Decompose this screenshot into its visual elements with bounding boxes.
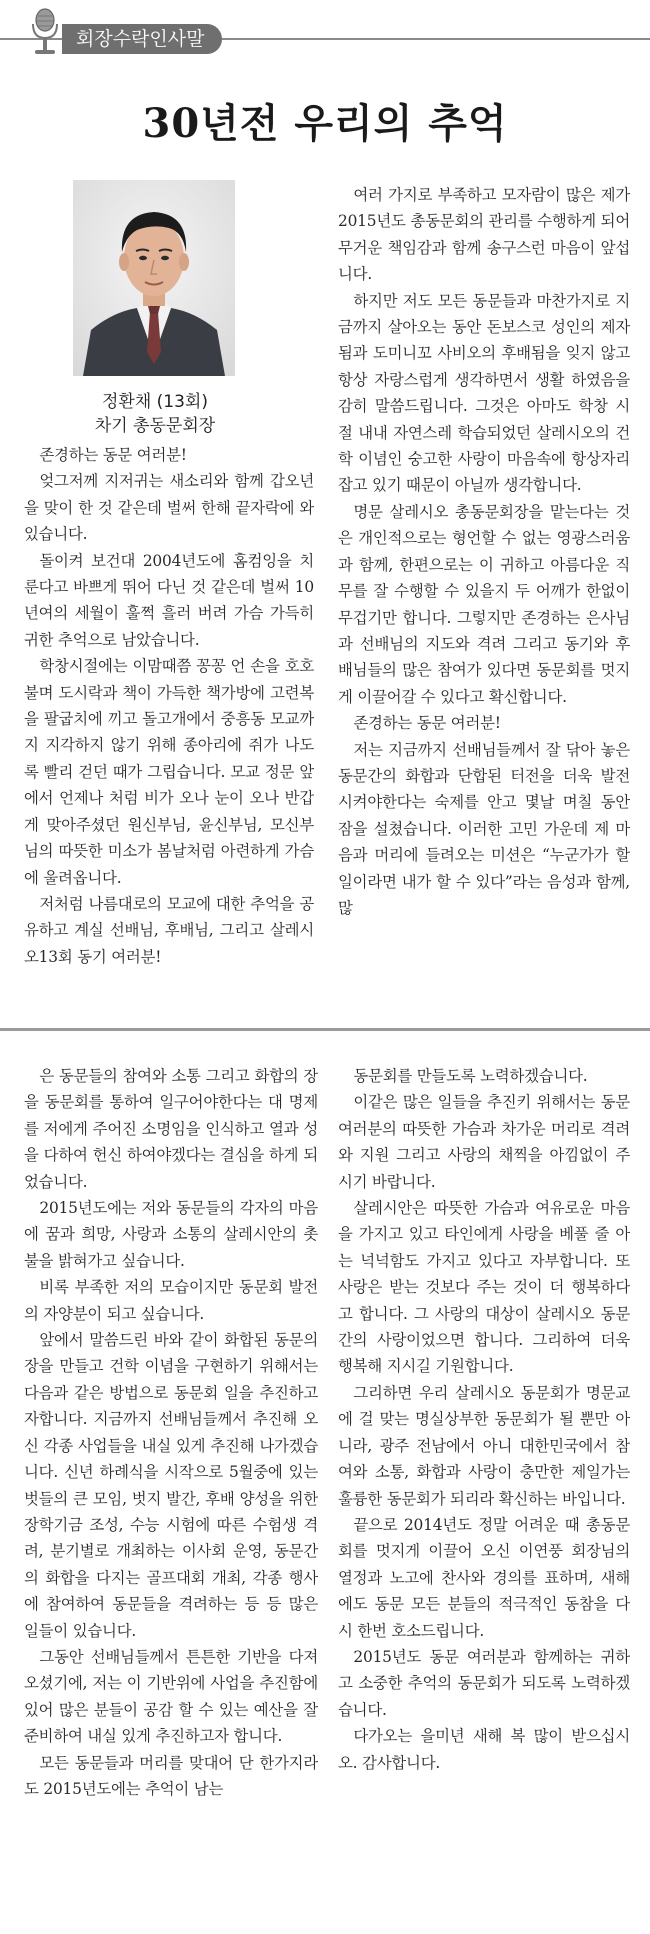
article-column-2: [338, 182, 630, 1022]
paragraph: 이같은 많은 일들을 추진키 위해서는 동문 여러분의 따뜻한 가슴과 차가운 머리로 격려와 지원 그리고 사랑의 채찍을 아낌없이 주시기 바랍니다.: [338, 1093, 630, 1191]
paragraph: 은 동문들의 참여와 소통 그리고 화합의 장을 동문회를 통하여 일구어야한다는 대 명제를 저에게 주어진 소명임을 인식하고 열과 성을 다하여 헌신 하여야겠다는 결심을 하게 되었습니다.: [24, 1067, 318, 1191]
paragraph: 저는 지금까지 선배님들께서 잘 닦아 놓은 동문간의 화합과 단합된 터전을 더욱 발전 시켜야한다는 숙제를 안고 몇날 며칠 동안 잠을 설쳤습니다. 이러한 고민 가운데 제 마음과 머리에 들려오는 미션은 “누군가가 할 일이라면 내가 할 수 있다”라는 음성과 함께, 많: [338, 740, 630, 917]
paragraph: 모든 동문들과 머리를 맞대어 단 한가지라도 2015년도에는 추억이 남는: [24, 1753, 318, 1798]
paragraph: 살레시안은 따뜻한 가슴과 여유로운 마음을 가지고 있고 타인에게 사랑을 베풀 줄 아는 넉넉함도 가지고 있다고 자부합니다. 또 사랑은 받는 것보다 주는 것이 더 행복하다고 합니다. 그 사랑의 대상이 살레시오 동문간의 사랑이었으면 합니다. 그리하여 더욱 행복해 지시길 기원합니다.: [338, 1199, 630, 1376]
author-photo: [73, 180, 235, 376]
article-column-3: [24, 1063, 318, 1923]
author-role: 차기 총동문회장: [94, 416, 216, 436]
author-name: 정환채 (13회): [102, 392, 208, 412]
paragraph: 존경하는 동문 여러분!: [353, 714, 501, 733]
section-label: 회장수락인사말: [62, 24, 222, 54]
paragraph: 끝으로 2014년도 정말 어려운 때 총동문회를 멋지게 이끌어 오신 이연풍 회장님의 열정과 노고에 찬사와 경의를 표하며, 새해에도 동문 모든 분들의 적극적인 동참을 다시 한번 호소드립니다.: [338, 1515, 630, 1640]
section-header: [0, 0, 650, 68]
paragraph: 엊그저께 지저귀는 새소리와 함께 갑오년을 맞이 한 것 같은데 벌써 한해 끝자락에 와 있습니다.: [24, 472, 314, 544]
article-column-1: [24, 442, 314, 1012]
article-title: 30년전 우리의 추억: [142, 100, 508, 147]
paragraph: 존경하는 동문 여러분!: [39, 446, 187, 464]
article-column-4: [338, 1063, 630, 1923]
page-divider: [0, 1028, 650, 1031]
paragraph: 동문회를 만들도록 노력하겠습니다.: [353, 1067, 588, 1085]
paragraph: 앞에서 말씀드린 바와 같이 화합된 동문의 장을 만들고 건학 이념을 구현하기 위해서는 다음과 같은 방법으로 동문회 일을 추진하고자합니다. 지금까지 선배님들께서 추진해 오신 각종 사업들을 내실 있게 추진해 나가겠습니다. 신년 하례식을 시작으로 5월중에 있는 벗들의 큰 모임, 벗지 발간, 후배 양성을 위한 장학기금 조성, 수능 시험에 따른 수험생 격려, 분기별로 개최하는 이사회 운영, 동문간의 화합을 다지는 골프대회 개최, 각종 행사에 참여하여 동문들을 격려하는 등 등 많은 일들이 있습니다.: [24, 1331, 318, 1640]
paragraph: 돌이켜 보건대 2004년도에 홈컴잉을 치룬다고 바쁘게 뛰어 다닌 것 같은데 벌써 10년여의 세월이 훌쩍 흘러 버려 가슴 가득히 귀한 추억으로 남았습니다.: [24, 551, 314, 649]
paragraph: 2015년도 동문 여러분과 함께하는 귀하고 소중한 추억의 동문회가 되도록 노력하겠습니다.: [338, 1647, 630, 1719]
paragraph: 그리하면 우리 살레시오 동문회가 명문교에 걸 맞는 명실상부한 동문회가 될 뿐만 아니라, 광주 전남에서 아니 대한민국에서 참여와 소통, 화합과 사랑이 충만한 제일가는 훌륭한 동문회가 되리라 확신하는 바입니다.: [338, 1383, 630, 1508]
paragraph: 저처럼 나름대로의 모교에 대한 추억을 공유하고 계실 선배님, 후배님, 그리고 살레시오13회 동기 여러분!: [24, 894, 314, 966]
paragraph: 2015년도에는 저와 동문들의 각자의 마음에 꿈과 희망, 사랑과 소통의 살레시안의 촛불을 밝혀가고 싶습니다.: [24, 1199, 318, 1270]
paragraph: 명문 살레시오 총동문회장을 맡는다는 것은 개인적으로는 형언할 수 없는 영광스러움과 함께, 한편으로는 이 귀하고 아름다운 직무를 잘 수행할 수 있을지 두 어깨가 한없이 무겁기만 합니다. 그렇지만 존경하는 은사님과 선배님의 지도와 격려 그리고 동기와 후배님들의 많은 참여가 있다면 동문회를 멋지게 이끌어갈 수 있다고 확신합니다.: [338, 502, 630, 706]
paragraph: 여러 가지로 부족하고 모자람이 많은 제가 2015년도 총동문회의 관리를 수행하게 되어 무거운 책임감과 함께 송구스런 마음이 앞섭니다.: [338, 186, 630, 284]
paragraph: 하지만 저도 모든 동문들과 마찬가지로 지금까지 살아오는 동안 돈보스코 성인의 제자됨과 도미니꼬 사비오의 후배됨을 잊지 않고 항상 자랑스럽게 생각하면서 생활 하였음을 감히 말씀드립니다. 그것은 아마도 학창 시절 내내 자연스레 학습되었던 살레시오의 건학 이념인 숭고한 사랑이 마음속에 항상자리 잡고 있기 때문이 아닐까 생각합니다.: [338, 291, 630, 495]
paragraph: 학창시절에는 이맘때쯤 꽁꽁 언 손을 호호 불며 도시락과 책이 가득한 책가방에 고련복을 팔굽치에 끼고 돌고개에서 중흥동 모교까지 지각하지 않기 위해 종아리에 쥐가 나도록 빨리 걷던 때가 그립습니다. 모교 정문 앞에서 언제나 처럼 비가 오나 눈이 오나 반갑게 맞아주셨던 원신부님, 윤신부님, 모신부님의 따뜻한 미소가 봄날처럼 아련하게 가슴에 울려옵니다.: [24, 657, 314, 887]
microphone-icon: [26, 6, 64, 58]
paragraph: 다가오는 을미년 새해 복 많이 받으십시오. 감사합니다.: [338, 1727, 630, 1772]
paragraph: 그동안 선배님들께서 튼튼한 기반을 다져 오셨기에, 저는 이 기반위에 사업을 추진함에 있어 많은 분들이 공감 할 수 있는 예산을 잘 준비하여 내실 있게 추진하고자 합니다.: [24, 1647, 318, 1746]
paragraph: 비록 부족한 저의 모습이지만 동문회 발전의 자양분이 되고 싶습니다.: [24, 1278, 318, 1323]
